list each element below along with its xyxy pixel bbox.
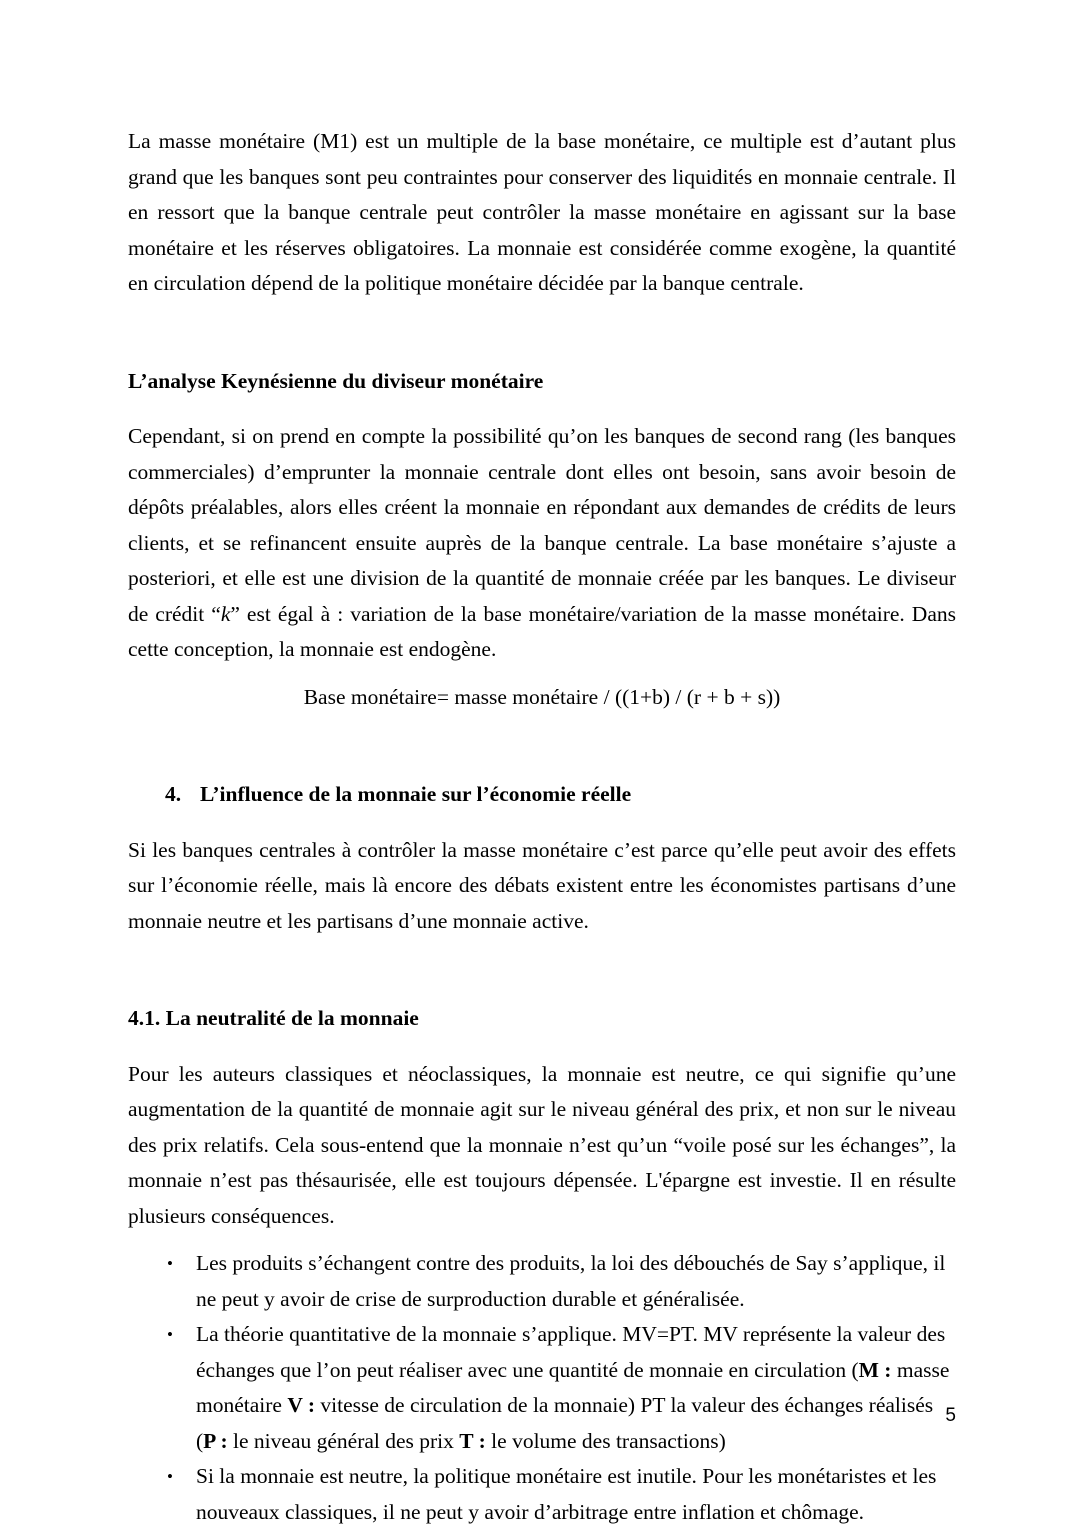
list-item-text: Les produits s’échangent contre des produits, la loi des débouchés de Say s’applique, il ne peut y avoir de crise de surproduction durable et généralisée. [196,1251,946,1311]
spacer [128,715,956,777]
spacer [128,1037,956,1057]
paragraph-neutralite: Pour les auteurs classiques et néoclassiques, la monnaie est neutre, ce qui signifie qu’une augmentation de la quantité de monnaie agit sur le niveau général des prix, et non sur le niveau des prix relatifs. Cela sous-entend que la monnaie n’est qu’un “voile posé sur les échanges”, la monnaie n’est pas thésaurisée, elle est toujours dépensée. L'épargne est investie. Il en résulte plusieurs conséquences. [128,1061,956,1228]
consequences-list [128,1246,956,1530]
bullet-icon: • [167,1254,173,1273]
text-segment: vitesse de circulation de la monnaie) PT la valeur des échanges réalisés ( [196,1393,934,1453]
paragraph-diviseur-credit [128,419,956,668]
text-segment: le volume des transactions) [485,1428,726,1453]
emphasis-term: M : [858,1357,892,1382]
list-item [128,1317,956,1459]
document-content [128,124,956,1530]
spacer [128,939,956,1001]
section-4-number: 4. [165,782,182,806]
text-segment: le niveau général des prix [227,1428,460,1453]
paragraph-diviseur-part1: Cependant, si on prend en compte la possibilité qu’on les banques de second rang (les banques commerciales) d’emprunter la monnaie centrale dont elles ont besoin, sans avoir besoin de dépôts préalables, alors elles créent la monnaie en répondant aux demandes de crédits de leurs clients, et se refinancent ensuite auprès de la banque centrale. La base monétaire s’ajuste a posteriori, et elle est une division de la quantité de monnaie créée par les banques. Le diviseur de crédit “ [128,424,956,626]
page-number: 5 [945,1405,956,1426]
paragraph-masse-monetaire: La masse monétaire (M1) est un multiple de la base monétaire, ce multiple est d’autant plus grand que les banques sont peu contraintes pour conserver des liquidités en monnaie centrale. Il en ressort que la banque centrale peut contrôler la masse monétaire en agissant sur la base monétaire et les réserves obligatoires. La monnaie est considérée comme exogène, la quantité en circulation dépend de la politique monétaire décidée par la banque centrale. [128,129,956,295]
bullet-icon: • [167,1325,173,1344]
section-heading-4 [128,777,956,813]
paragraph-influence-monnaie: Si les banques centrales à contrôler la masse monétaire c’est parce qu’elle peut avoir des effets sur l’économie réelle, mais là encore des débats existent entre les économistes partisans d’une monnaie neutre et les partisans d’une monnaie active. [128,837,956,933]
emphasis-term: V : [287,1393,316,1417]
list-item-text [196,1317,956,1459]
italic-k-variable: k [220,601,231,626]
spacer [128,813,956,833]
bullet-icon: • [167,1467,173,1486]
spacer [128,302,956,364]
list-item [128,1246,956,1317]
formula-base-monetaire: Base monétaire= masse monétaire / ((1+b) / (r + b + s)) [303,684,781,709]
list-item [128,1459,956,1530]
text-segment: masse monétaire [196,1357,950,1417]
spacer [128,668,956,680]
section-4-title: L’influence de la monnaie sur l’économie réelle [200,782,632,806]
list-item-text: Si la monnaie est neutre, la politique monétaire est inutile. Pour les monétaristes et les nouveaux classiques, il ne peut y avoir d’arbitrage entre inflation et chômage. [196,1464,937,1524]
paragraph-diviseur-part2: ” est égal à : variation de la base monétaire/variation de la masse monétaire. Dans cette conception, la monnaie est endogène. [128,601,956,661]
text-segment: La théorie quantitative de la monnaie s’applique. MV=PT. MV représente la valeur des échanges que l’on peut réaliser avec une quantité de monnaie en circulation ( [196,1322,946,1382]
spacer [128,399,956,419]
emphasis-term: P : [203,1428,228,1453]
heading-4-1-neutralite: 4.1. La neutralité de la monnaie [128,1006,419,1030]
heading-analyse-keynesienne: L’analyse Keynésienne du diviseur monétaire [128,368,544,393]
spacer [128,1234,956,1246]
emphasis-term: T : [459,1428,486,1453]
